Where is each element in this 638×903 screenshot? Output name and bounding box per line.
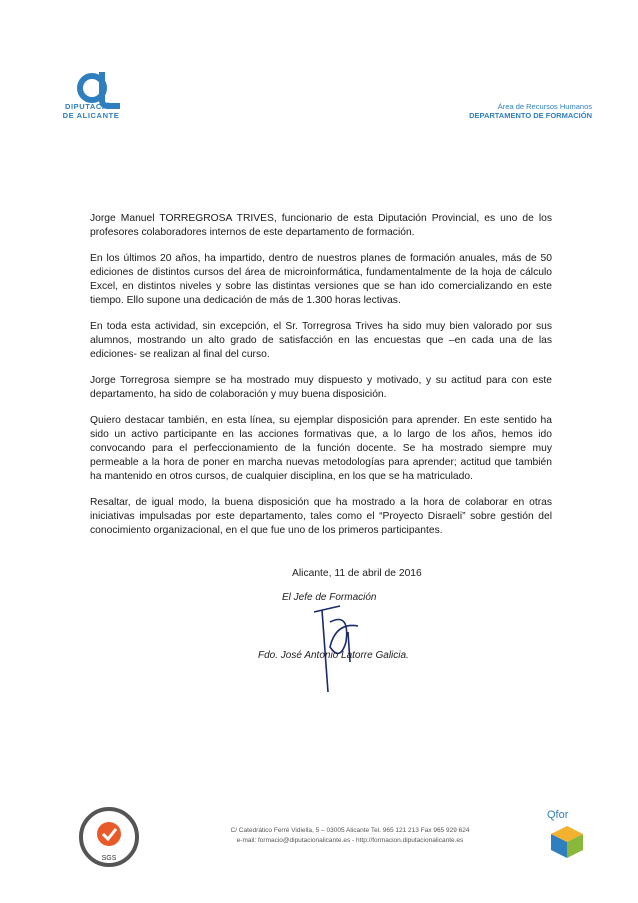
- paragraph-6: Resaltar, de igual modo, la buena disposición que ha mostrado a la hora de colaborar en otras iniciativas impulsadas por este departamento, tales como el “Proyecto Disraeli” sobre gestión del conocimiento organizacional, en el que fue uno de los primeros participantes.: [90, 497, 552, 536]
- footer-contact: [200, 826, 500, 846]
- svg-text:SGS: SGS: [101, 855, 117, 862]
- sgs-certification-seal-icon: [78, 806, 140, 868]
- signer-role: El Jefe de Formación: [282, 592, 377, 603]
- organization-name: [56, 102, 126, 120]
- org-line-1: DIPUTACIÓN: [64, 102, 118, 111]
- paragraph-3: En toda esta actividad, sin excepción, el Sr. Torregrosa Trives ha sido muy bien valorado por sus alumnos, mostrando un alto grado de satisfacción en las encuestas que –en cada una de las ediciones- se realizan al final del curso.: [90, 321, 552, 360]
- area-line-1: Área de Recursos Humanos: [497, 102, 592, 111]
- footer-email-web: e-mail: formacio@diputacionalicante.es - http://formacion.diputacionalicante.es: [236, 837, 464, 844]
- handwritten-signature: [300, 592, 370, 702]
- paragraph-4: Jorge Torregrosa siempre se ha mostrado muy dispuesto y motivado, y su actitud para con este departamento, ha sido de colaboración y muy buena disposición.: [90, 375, 552, 400]
- paragraph-5: Quiero destacar también, en esta línea, su ejemplar disposición para aprender. En este sentido ha sido un activo participante en las acciones formativas que, a lo largo de los años, hemos ido convocando para el perfeccionamiento de la función docente. Se ha mostrado siempre muy permeable a la hora de poner en marcha nuevas metodologías para aprender; actitud que también ha mantenido en otros cursos, de cualquier disciplina, en los que se ha matriculado.: [90, 415, 552, 482]
- area-line-2: DEPARTAMENTO DE FORMACIÓN: [469, 111, 592, 120]
- signer-name: Fdo. José Antonio Latorre Galicia.: [258, 650, 409, 661]
- footer-address: C/ Catedrático Ferré Vidiella, 5 – 03005 Alicante Tel. 965 121 213 Fax 965 929 624: [230, 827, 470, 834]
- department-heading: [469, 102, 592, 120]
- paragraph-2: En los últimos 20 años, ha impartido, dentro de nuestros planes de formación anuales, más de 50 ediciones de distintos cursos del área de microinformática, fundamentalmente de la hoja de cálculo Excel, en distintos niveles y sobre las distintas versiones que se han ido comercializando en este tiempo. Ello supone una dedicación de más de 1.300 horas lectivas.: [90, 253, 552, 306]
- qfor-logo-icon: [543, 806, 591, 862]
- paragraph-1: Jorge Manuel TORREGROSA TRIVES, funcionario de esta Diputación Provincial, es uno de los profesores colaboradores internos de este departamento de formación.: [90, 213, 552, 238]
- svg-text:Qfor: Qfor: [547, 809, 569, 821]
- org-line-2: DE ALICANTE: [62, 111, 120, 120]
- letter-date: Alicante, 11 de abril de 2016: [292, 568, 422, 579]
- letter-body: [90, 212, 552, 550]
